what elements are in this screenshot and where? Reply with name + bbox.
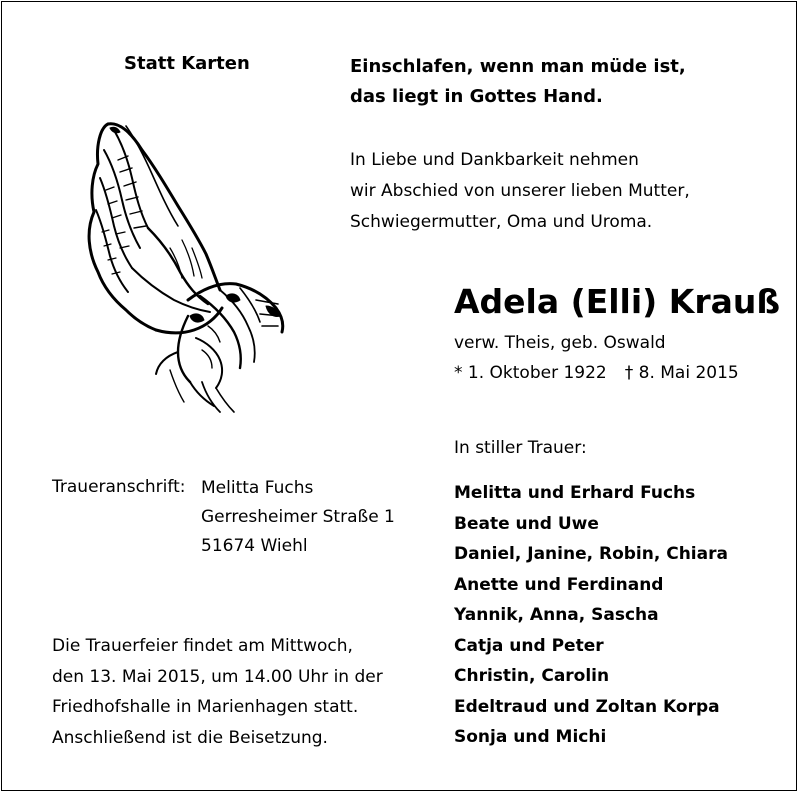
address-label: Traueranschrift: xyxy=(52,477,186,497)
mourning-label: In stiller Trauer: xyxy=(454,438,587,458)
mourner-entry: Beate und Uwe xyxy=(454,513,599,534)
motto-line: Einschlafen, wenn man müde ist, xyxy=(350,56,686,77)
ceremony-line: Anschließend ist die Beisetzung. xyxy=(52,727,328,748)
obituary-notice xyxy=(1,1,797,791)
deceased-name: Adela (Elli) Krauß xyxy=(454,282,781,321)
mourners-list xyxy=(454,478,728,753)
intro-text xyxy=(350,145,690,238)
ceremony-line: Die Trauerfeier findet am Mittwoch, xyxy=(52,636,353,656)
address-line: Melitta Fuchs xyxy=(201,478,314,498)
header-statt-karten: Statt Karten xyxy=(124,53,250,74)
mourner-entry: Yannik, Anna, Sascha xyxy=(454,605,659,625)
mourner-entry: Anette und Ferdinand xyxy=(454,574,664,595)
motto xyxy=(350,52,686,112)
birth-date: * 1. Oktober 1922 xyxy=(454,363,607,383)
death-date: † 8. Mai 2015 xyxy=(624,363,739,383)
mourner-entry: Catja und Peter xyxy=(454,635,604,656)
mourner-entry: Christin, Carolin xyxy=(454,666,610,686)
intro-line: In Liebe und Dankbarkeit nehmen xyxy=(350,150,639,170)
intro-line: Schwiegermutter, Oma und Uroma. xyxy=(350,212,653,232)
motto-line: das liegt in Gottes Hand. xyxy=(350,86,603,107)
mourner-entry: Edeltraud und Zoltan Korpa xyxy=(454,696,720,717)
ceremony-line: den 13. Mai 2015, um 14.00 Uhr in der xyxy=(52,666,383,687)
deceased-maiden-name: verw. Theis, geb. Oswald xyxy=(454,333,666,353)
ceremony-info xyxy=(52,631,383,753)
mourner-entry: Melitta und Erhard Fuchs xyxy=(454,483,696,503)
mourning-address xyxy=(201,474,395,561)
ceremony-line: Friedhofshalle in Marienhagen statt. xyxy=(52,697,359,717)
praying-hands-icon xyxy=(70,120,292,416)
mourner-entry: Daniel, Janine, Robin, Chiara xyxy=(454,544,728,564)
intro-line: wir Abschied von unserer lieben Mutter, xyxy=(350,181,690,201)
address-line: 51674 Wiehl xyxy=(201,536,308,556)
address-line: Gerresheimer Straße 1 xyxy=(201,507,395,527)
mourner-entry: Sonja und Michi xyxy=(454,727,607,747)
life-dates xyxy=(454,360,739,386)
